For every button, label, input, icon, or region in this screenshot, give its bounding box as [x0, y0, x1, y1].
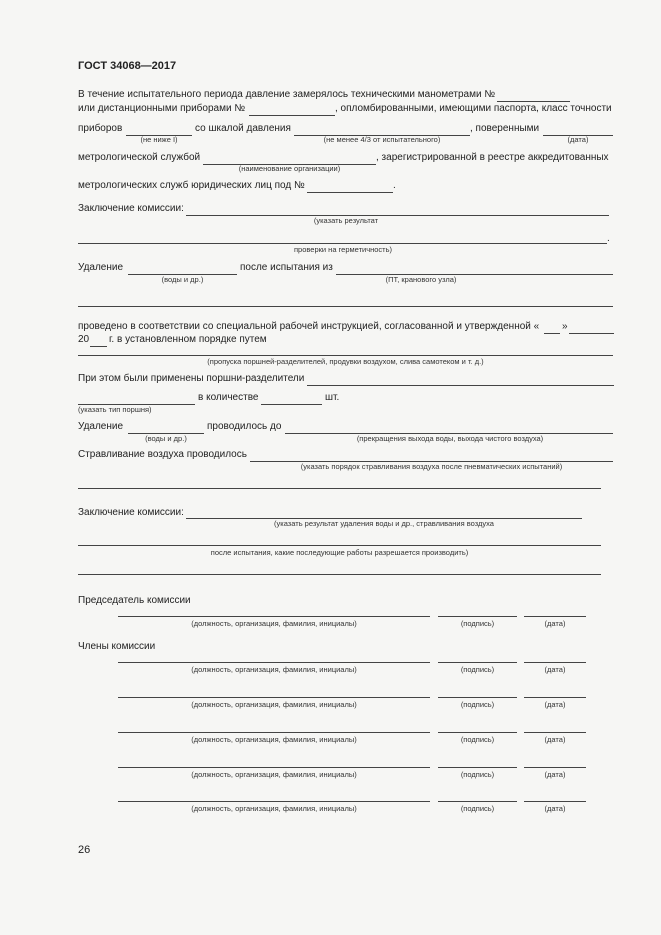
chairman-signature-field[interactable]: [438, 616, 517, 617]
caption-accuracy: (не ниже I): [140, 135, 178, 144]
chairman-caption-signature: (подпись): [460, 619, 495, 628]
member-caption-date: (дата): [544, 804, 566, 813]
removal1-caption2: (ПТ, кранового узла): [385, 275, 457, 284]
conclusion1-field-2[interactable]: [78, 243, 607, 244]
p1-line3b: со шкалой давления: [195, 123, 291, 134]
removal2-label: Удаление: [78, 421, 124, 432]
procedure-line2a: 20: [78, 334, 90, 345]
air-caption: (указать порядок стравливания воздуха после пневматических испытаний): [300, 462, 563, 471]
member-signature-field[interactable]: [438, 767, 517, 768]
removal1-mid: после испытания из: [240, 262, 333, 273]
removal1-caption1: (воды и др.): [161, 275, 204, 284]
page-number: 26: [78, 844, 91, 856]
conclusion1-end: .: [607, 233, 610, 244]
member-date-field[interactable]: [524, 801, 586, 802]
member-date-field[interactable]: [524, 697, 586, 698]
member-caption-date: (дата): [544, 700, 566, 709]
conclusion1-caption1: (указать результат: [313, 216, 379, 225]
procedure-caption: (пропуска поршней-разделителей, продувки воздухом, слива самотеком и т. д.): [207, 357, 484, 366]
member-position-field[interactable]: [118, 732, 430, 733]
pig-count-field[interactable]: [261, 404, 322, 405]
member-caption-signature: (подпись): [460, 735, 495, 744]
member-date-field[interactable]: [524, 767, 586, 768]
air-procedure-field-2[interactable]: [78, 488, 601, 489]
pigs-line2b: шт.: [325, 392, 340, 403]
conclusion2-field-2[interactable]: [78, 545, 601, 546]
chairman-date-field[interactable]: [524, 616, 586, 617]
member-caption-position: (должность, организация, фамилия, инициалы): [191, 804, 357, 813]
pigs-caption: (указать тип поршня): [78, 405, 152, 414]
p1-line5b: .: [393, 180, 396, 191]
member-caption-signature: (подпись): [460, 770, 495, 779]
p1-line1: В течение испытательного периода давление замерялось техническими манометрами №: [78, 89, 496, 100]
member-signature-field[interactable]: [438, 662, 517, 663]
member-position-field[interactable]: [118, 767, 430, 768]
member-caption-position: (должность, организация, фамилия, инициалы): [191, 770, 357, 779]
member-signature-field[interactable]: [438, 801, 517, 802]
pigs-line2a: в количестве: [198, 392, 259, 403]
p1-line2b: , опломбированными, имеющими паспорта, класс точности: [335, 103, 612, 114]
conclusion2-caption2: после испытания, какие последующие работы разрешается производить): [210, 548, 469, 557]
member-position-field[interactable]: [118, 697, 430, 698]
p1-line4a: метрологической службой: [78, 152, 201, 163]
chairman-position-field[interactable]: [118, 616, 430, 617]
removal1-field-2[interactable]: [78, 306, 613, 307]
member-date-field[interactable]: [524, 732, 586, 733]
member-signature-field[interactable]: [438, 697, 517, 698]
caption-date: (дата): [567, 135, 589, 144]
caption-scale: (не менее 4/3 от испытательного): [323, 135, 441, 144]
procedure-line1b: »: [562, 321, 568, 332]
chairman-label: Председатель комиссии: [78, 595, 191, 606]
procedure-year-field[interactable]: [90, 346, 107, 347]
p1-line3a: приборов: [78, 123, 123, 134]
doc-header: ГОСТ 34068—2017: [78, 60, 177, 72]
procedure-method-field[interactable]: [78, 355, 613, 356]
removal2-mid: проводилось до: [207, 421, 282, 432]
p1-line4b: , зарегистрированной в реестре аккредитованных: [376, 152, 609, 163]
member-caption-signature: (подпись): [460, 804, 495, 813]
procedure-day-field[interactable]: [544, 333, 560, 334]
conclusion2-label: Заключение комиссии:: [78, 507, 184, 518]
member-caption-date: (дата): [544, 665, 566, 674]
member-signature-field[interactable]: [438, 732, 517, 733]
member-position-field[interactable]: [118, 662, 430, 663]
procedure-line2b: г. в установленном порядке путем: [109, 334, 267, 345]
p1-line5a: метрологических служб юридических лиц под №: [78, 180, 305, 191]
conclusion1-caption2: проверки на герметичность): [293, 245, 393, 254]
pig-type-field[interactable]: [307, 385, 614, 386]
conclusion2-field-3[interactable]: [78, 574, 601, 575]
conclusion2-caption1: (указать результат удаления воды и др., стравливания воздуха: [274, 519, 494, 528]
member-date-field[interactable]: [524, 662, 586, 663]
registry-number-field[interactable]: [307, 192, 393, 193]
removal1-label: Удаление: [78, 262, 124, 273]
member-caption-position: (должность, организация, фамилия, инициалы): [191, 735, 357, 744]
member-caption-signature: (подпись): [460, 700, 495, 709]
chairman-caption-date: (дата): [544, 619, 566, 628]
removal2-caption2: (прекращения выхода воды, выхода чистого воздуха): [356, 434, 544, 443]
procedure-line1a: проведено в соответствии со специальной рабочей инструкцией, согласованной и утвержденной «: [78, 321, 540, 332]
member-caption-position: (должность, организация, фамилия, инициалы): [191, 665, 357, 674]
member-caption-date: (дата): [544, 770, 566, 779]
gauge-number-field[interactable]: [497, 101, 570, 102]
pigs-line1: При этом были применены поршни-разделители: [78, 373, 305, 384]
procedure-month-field[interactable]: [569, 333, 614, 334]
member-caption-position: (должность, организация, фамилия, инициалы): [191, 700, 357, 709]
conclusion1-label: Заключение комиссии:: [78, 203, 184, 214]
chairman-caption-position: (должность, организация, фамилия, инициалы): [191, 619, 357, 628]
member-caption-date: (дата): [544, 735, 566, 744]
member-position-field[interactable]: [118, 801, 430, 802]
air-label: Стравливание воздуха проводилось: [78, 449, 247, 460]
p1-line3c: , поверенными: [470, 123, 540, 134]
members-label: Члены комиссии: [78, 641, 156, 652]
caption-organization: (наименование организации): [238, 164, 341, 173]
removal2-caption1: (воды и др.): [145, 434, 187, 443]
instrument-number-field[interactable]: [249, 115, 335, 116]
p1-line2a: или дистанционными приборами №: [78, 103, 246, 114]
member-caption-signature: (подпись): [460, 665, 495, 674]
